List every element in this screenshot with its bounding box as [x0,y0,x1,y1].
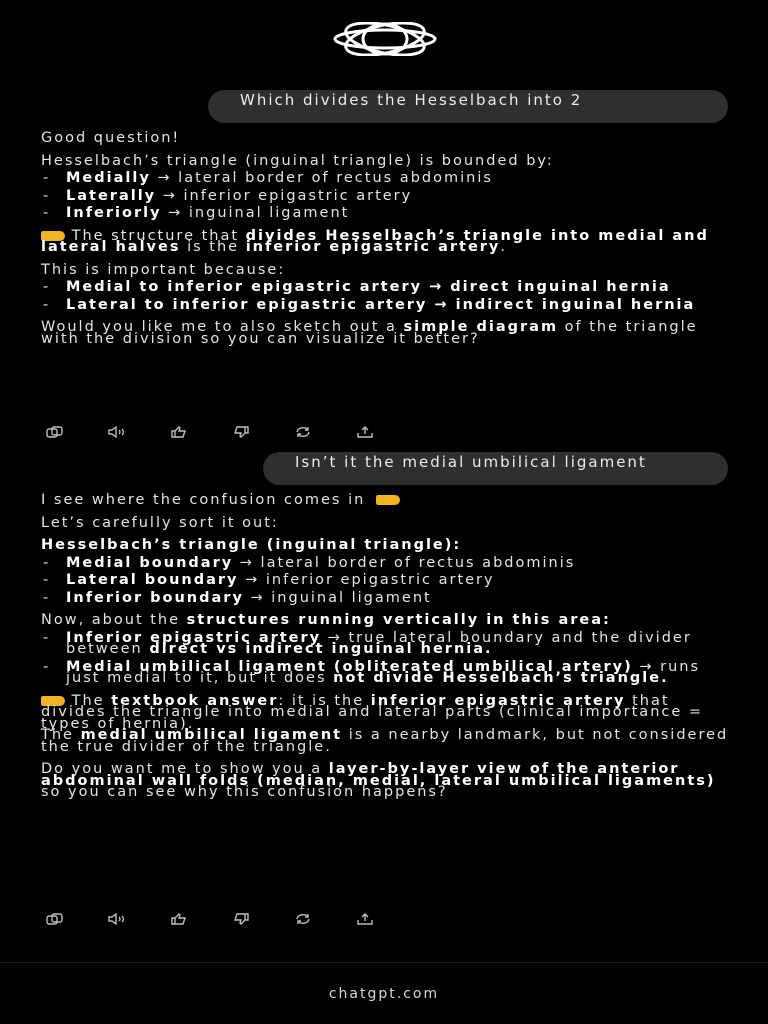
reply-text: This is important because: [41,261,286,278]
reply-text: I see where the confusion comes in [41,495,733,507]
assistant-message [41,492,733,800]
reply-text: The medial umbilical ligament is a nearby landmark, but not considered the true divider of the triangle. [41,727,729,755]
list-item: - Medial boundary → lateral border of rectus abdominis [41,558,733,570]
regenerate-icon[interactable] [293,426,313,438]
pointing-hand-icon [376,495,400,505]
thumbs-up-icon[interactable] [169,426,189,438]
list-item: - Lateral to inferior epigastric artery → indirect inguinal hernia [41,300,733,312]
reply-text: Good question! [41,130,181,146]
reply-text: Do you want me to show you a layer-by-layer view of the anterior abdominal wall folds (median, medial, lateral umbilical ligaments) so you can see why this confusion happens? [41,761,716,800]
user-message [263,452,728,485]
thumbs-down-icon[interactable] [231,913,251,925]
assistant-message [41,130,733,347]
list-item: - Inferiorly → inguinal ligament [41,208,733,220]
reply-text: Would you like me to also sketch out a simple diagram of the triangle with the division so you can visualize it better? [41,319,698,347]
reply-text: The textbook answer: it is the inferior epigastric artery that divides the triangle into medial and lateral parts (clinical importance = types of hernia). [41,692,704,732]
user-message-text: Isn’t it the medial umbilical ligament [295,453,647,471]
reply-text: Hesselbach’s triangle (inguinal triangle) is bounded by: [41,152,554,169]
copy-icon[interactable] [45,913,65,925]
footer-domain[interactable]: chatgpt.com [328,986,440,1002]
list-item: - Medial to inferior epigastric artery → direct inguinal hernia [41,282,733,294]
user-message-text: Which divides the Hesselbach into 2 [240,91,583,109]
share-icon[interactable] [355,913,375,925]
reply-text: Now, about the structures running vertically in this area: [41,612,611,628]
share-icon[interactable] [355,426,375,438]
list-item: - Inferior epigastric artery → true lateral boundary and the divider between direct vs indirect inguinal hernia. [41,633,733,656]
list-item: - Laterally → inferior epigastric artery [41,191,733,203]
reply-text: The structure that divides Hesselbach’s triangle into medial and lateral halves is the inferior epigastric artery. [41,227,709,255]
user-message [208,90,728,123]
footer-divider [0,962,768,963]
list-item: - Inferior boundary → inguinal ligament [41,593,733,605]
message-actions [45,913,417,927]
copy-icon[interactable] [45,426,65,438]
reply-text: Let’s carefully sort it out: [41,514,279,531]
section-heading: Hesselbach’s triangle (inguinal triangle): [41,537,462,553]
speaker-icon[interactable] [107,426,127,438]
thumbs-down-icon[interactable] [231,426,251,438]
speaker-icon[interactable] [107,913,127,925]
list-item: - Medial umbilical ligament (obliterated umbilical artery) → runs just medial to it, but it does not divide Hesselbach’s triangle. [41,662,733,685]
chatgpt-logo-icon [329,22,441,56]
regenerate-icon[interactable] [293,913,313,925]
list-item: - Medially → lateral border of rectus abdominis [41,173,733,185]
list-item: - Lateral boundary → inferior epigastric artery [41,575,733,587]
message-actions [45,426,417,440]
thumbs-up-icon[interactable] [169,913,189,925]
